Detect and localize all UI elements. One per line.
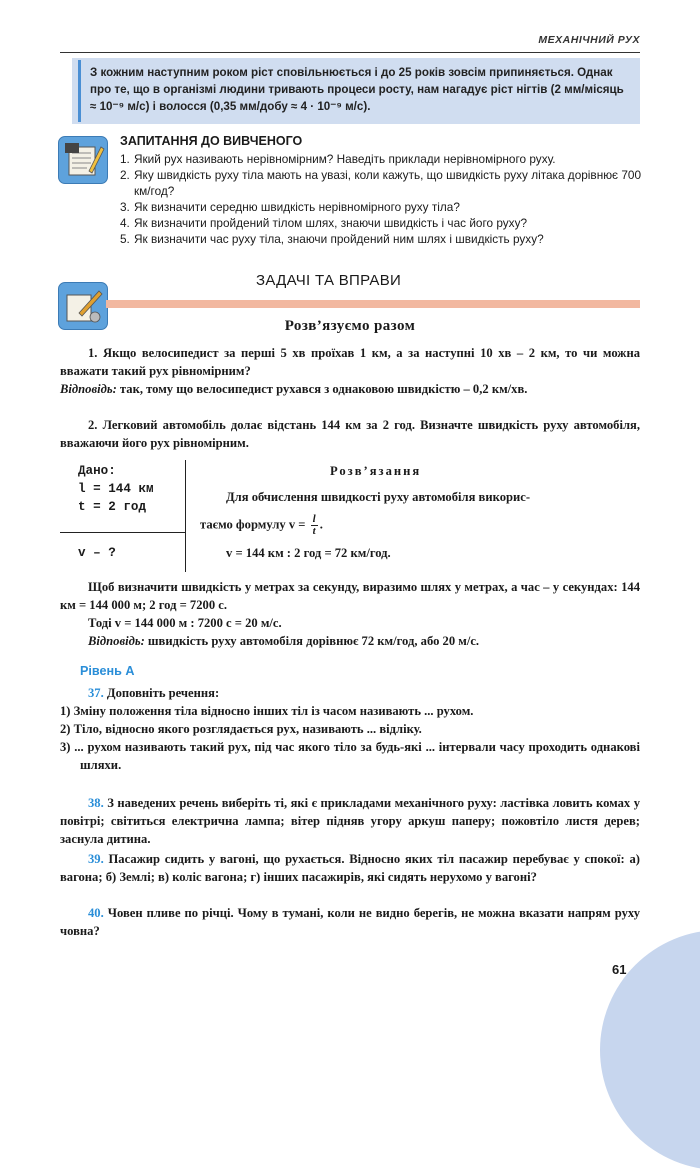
question-text: Яку швидкість руху тіла мають на увазі, коли кажуть, що швидкість руху літака дорівнює 700 км/год? bbox=[134, 168, 642, 198]
list-item bbox=[120, 167, 645, 199]
list-item bbox=[120, 231, 645, 247]
list-item bbox=[120, 199, 645, 215]
tasks-title: ЗАДАЧІ ТА ВПРАВИ bbox=[256, 272, 402, 289]
section-divider bbox=[106, 300, 640, 308]
note-text: З кожним наступним роком ріст сповільнюється і до 25 років зовсім припиняється. Однак про те, що в організмі людини тривають процеси росту, нам нагадує ріст нігтів (2 мм/місяць ≈ 10⁻⁹ м/с) і волосся (0,35 мм/добу ≈ 4 · 10⁻⁹ м/с). bbox=[90, 66, 624, 113]
fraction-numerator: l bbox=[312, 513, 316, 525]
question-number: 2. bbox=[120, 168, 130, 182]
solution-line-1: Для обчислення швидкості руху автомобіля викорис- bbox=[226, 490, 531, 504]
exercise-38 bbox=[60, 794, 640, 848]
exercise-37-item-3: 3) ... рухом називають такий рух, під час якого тіло за будь-які ... інтервали часу проходить однакові шляхи. bbox=[60, 740, 640, 772]
example-2 bbox=[60, 416, 640, 452]
question-text: Як визначити час руху тіла, знаючи пройдений ним шлях і швидкість руху? bbox=[134, 232, 544, 246]
exercise-38-text: З наведених речень виберіть ті, які є прикладами механічного руху: ластівка ловить комах у повітрі; світиться електрична лампа; вітер підняв угору аркуш паперу; пожовтіло листя дерев; заснула дитина. bbox=[60, 796, 640, 846]
questions-title: ЗАПИТАННЯ ДО ВИВЧЕНОГО bbox=[120, 134, 303, 148]
exercise-number: 40. bbox=[88, 906, 104, 920]
questions-list bbox=[120, 151, 645, 247]
solution-line-2: таємо формулу v = $\frac{l}{t}$ . bbox=[200, 513, 323, 537]
answer-label: Відповідь: bbox=[60, 382, 117, 396]
question-number: 3. bbox=[120, 200, 130, 214]
note-box bbox=[72, 58, 640, 124]
solution-formula-text: таємо формулу v = bbox=[200, 517, 306, 532]
question-text: Який рух називають нерівномірним? Наведіть приклади нерівномірного руху. bbox=[134, 152, 556, 166]
example-1-answer: так, тому що велосипедист рухався з однаковою швидкістю – 0,2 км/хв. bbox=[116, 382, 528, 396]
after-p1: Щоб визначити швидкість у метрах за секунду, виразимо шлях у метрах, а час – у секундах: 144 км = 144 000 м; 2 год = 7200 с. bbox=[60, 580, 640, 612]
exercise-37-item-2: 2) Тіло, відносно якого розглядається рух, називають ... відліку. bbox=[60, 722, 422, 736]
given-l: l = 144 км bbox=[78, 482, 154, 496]
after-answer bbox=[60, 632, 640, 650]
question-number: 1. bbox=[120, 152, 130, 166]
solution-calc: v = 144 км : 2 год = 72 км/год. bbox=[226, 546, 391, 560]
example-1 bbox=[60, 344, 640, 398]
exercise-37-item-1: 1) Зміну положення тіла відносно інших тіл із часом називають ... рухом. bbox=[60, 704, 474, 718]
header-rule bbox=[60, 52, 640, 53]
example-1-question: 1. Якщо велосипедист за перші 5 хв проїхав 1 км, а за наступні 10 хв – 2 км, то чи можна вважати такий рух рівномірним? bbox=[60, 346, 640, 378]
running-head: МЕХАНІЧНИЙ РУХ bbox=[538, 34, 640, 46]
exercise-37 bbox=[60, 684, 640, 774]
given-t: t = 2 год bbox=[78, 500, 147, 514]
fraction-denominator: t bbox=[312, 525, 316, 537]
solve-title: Розв’язуємо разом bbox=[284, 318, 416, 334]
questions-section bbox=[120, 134, 645, 247]
given-find: v – ? bbox=[78, 546, 116, 560]
exercise-40-text: Човен пливе по річці. Чому в тумані, коли не видно берегів, не можна вказати напрям руху човна? bbox=[60, 906, 640, 938]
given-label: Дано: bbox=[78, 464, 116, 478]
exercise-number: 38. bbox=[88, 796, 104, 810]
question-text: Як визначити пройдений тілом шлях, знаючи швидкість і час його руху? bbox=[134, 216, 528, 230]
exercise-37-head bbox=[60, 684, 640, 702]
after-p2: Тоді v = 144 000 м : 7200 с = 20 м/с. bbox=[88, 616, 282, 630]
exercise-number: 39. bbox=[88, 852, 104, 866]
question-number: 4. bbox=[120, 216, 130, 230]
example-2-question: 2. Легковий автомобіль долає відстань 144 км за 2 год. Визначте швидкість руху автомобіля, вважаючи його рух рівномірним. bbox=[60, 418, 640, 450]
given-divider-horizontal bbox=[60, 532, 185, 533]
exercise-37-text: Доповніть речення: bbox=[103, 686, 220, 700]
list-item bbox=[120, 215, 645, 231]
exercise-39-text: Пасажир сидить у вагоні, що рухається. Відносно яких тіл пасажир перебуває у спокої: а) вагона; б) Землі; в) коліс вагона; г) інших пасажирів, які сидять нерухомо у вагоні? bbox=[60, 852, 640, 884]
notebook-icon bbox=[58, 136, 108, 184]
exercise-39 bbox=[60, 850, 640, 886]
after-answer-text: швидкість руху автомобіля дорівнює 72 км/год, або 20 м/с. bbox=[144, 634, 480, 648]
given-solution-block bbox=[60, 460, 640, 572]
answer-label: Відповідь: bbox=[88, 634, 145, 648]
question-text: Як визначити середню швидкість нерівномірного руху тіла? bbox=[134, 200, 460, 214]
after-text bbox=[60, 578, 640, 650]
list-item bbox=[120, 151, 645, 167]
given-divider-vertical bbox=[185, 460, 186, 572]
page-number: 61 bbox=[612, 962, 627, 977]
solution-label: Розв’язання bbox=[330, 464, 422, 478]
note-accent-bar bbox=[78, 60, 81, 122]
exercise-number: 37. bbox=[88, 686, 104, 700]
formula-fraction bbox=[311, 514, 318, 537]
question-number: 5. bbox=[120, 232, 130, 246]
exercise-40 bbox=[60, 904, 640, 940]
level-a-heading: Рівень А bbox=[80, 664, 135, 678]
